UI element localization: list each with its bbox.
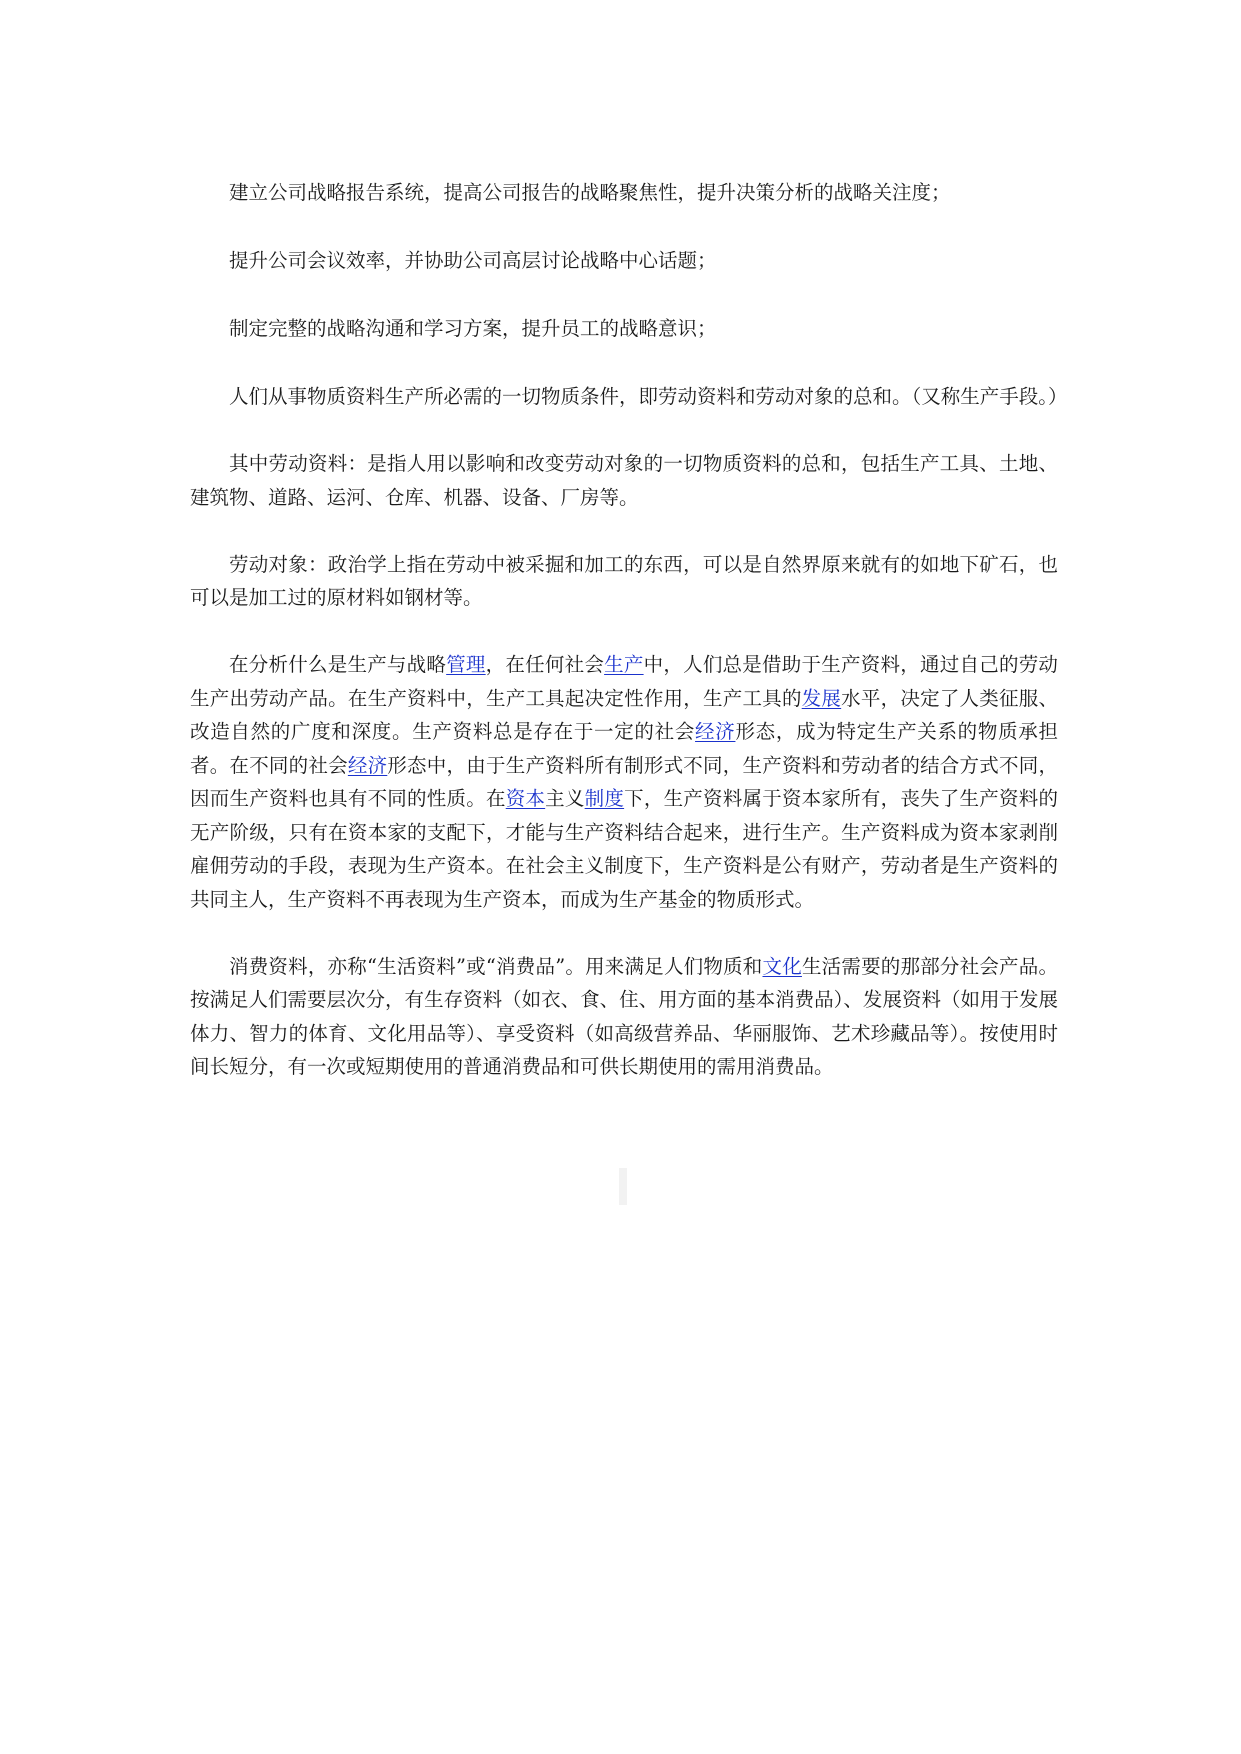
text-segment: 消费资料，亦称“生活资料”或“消费品”。用来满足人们物质和 [229, 954, 763, 978]
text-segment: 主义 [545, 787, 585, 810]
text-segment: 在分析什么是生产与战略 [229, 653, 447, 676]
paragraph-means-of-labor: 其中劳动资料：是指人用以影响和改变劳动对象的一切物质资料的总和，包括生产工具、土地、建筑物、道路、运河、仓库、机器、设备、厂房等。 [190, 452, 1058, 509]
link-economy[interactable]: 经济 [695, 720, 736, 743]
paragraph-communication-plan: 制定完整的战略沟通和学习方案，提升员工的战略意识； [229, 317, 717, 340]
paragraph-strategy-report: 建立公司战略报告系统，提高公司报告的战略聚焦性，提升决策分析的战略关注度； [229, 181, 951, 204]
link-development[interactable]: 发展 [801, 686, 842, 710]
page-artifact-mark [619, 1168, 627, 1205]
text-segment: 中，人们总是借助于生产资料，通过自己的劳动生产出劳动产品。在生产资料中，生产工具起决定性作用，生产工具的 [190, 653, 1058, 710]
paragraph-meeting-efficiency: 提升公司会议效率，并协助公司高层讨论战略中心话题； [229, 249, 717, 272]
text-segment: 形态，成为特定生产关系的物质承担者。在不同的社会 [190, 720, 1058, 777]
link-management[interactable]: 管理 [446, 653, 486, 676]
link-system[interactable]: 制度 [584, 787, 625, 810]
text-segment: 水平，决定了人类征服、改造自然的广度和深度。生产资料总是存在于一定的社会 [190, 686, 1058, 743]
text-segment: 形态中，由于生产资料所有制形式不同，生产资料和劳动者的结合方式不同，因而生产资料也具有不同的性质。在 [190, 753, 1058, 810]
link-culture[interactable]: 文化 [762, 954, 802, 978]
text-segment: ，在任何社会 [485, 653, 605, 676]
paragraph-production-analysis [190, 648, 1058, 916]
text-segment: 生活需要的那部分社会产品。按满足人们需要层次分，有生存资料（如衣、食、住、用方面的基本消费品）、发展资料（如用于发展体力、智力的体育、文化用品等）、享受资料（如高级营养品、华丽服饰、艺术珍藏品等）。按使用时间长短分，有一次或短期使用的普通消费品和可供长期使用的需用消费品。 [190, 954, 1058, 1078]
paragraph-consumer-goods [190, 950, 1058, 1084]
document-page [190, 176, 1068, 1117]
link-capital[interactable]: 资本 [505, 787, 546, 810]
link-production[interactable]: 生产 [604, 653, 644, 676]
paragraph-means-of-production: 人们从事物质资料生产所必需的一切物质条件，即劳动资料和劳动对象的总和。（又称生产手段。） [229, 385, 1068, 408]
text-segment: 下，生产资料属于资本家所有，丧失了生产资料的无产阶级，只有在资本家的支配下，才能与生产资料结合起来，进行生产。生产资料成为资本家剥削雇佣劳动的手段，表现为生产资本。在社会主义制度下，生产资料是公有财产，劳动者是生产资料的共同主人，生产资料不再表现为生产资本，而成为生产基金的物质形式。 [190, 787, 1058, 911]
link-economy-2[interactable]: 经济 [347, 753, 388, 777]
paragraph-object-of-labor: 劳动对象：政治学上指在劳动中被采掘和加工的东西，可以是自然界原来就有的如地下矿石，也可以是加工过的原材料如钢材等。 [190, 552, 1058, 609]
